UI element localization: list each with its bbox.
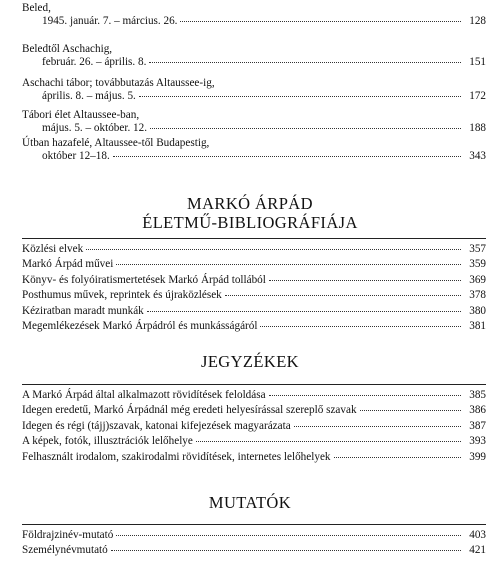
page-number: 381 [469,319,486,332]
toc-row [22,389,486,402]
page-number: 399 [469,450,486,463]
entry-title: Aschachi tábor; továbbutazás Altaussee-ig, [22,77,215,89]
page-number: 359 [469,258,486,271]
toc-row [22,243,486,256]
toc-list [22,389,486,464]
section-title: JEGYZÉKEK [201,352,299,371]
page-number: 378 [469,289,486,302]
entry-subtitle: október 12–18. [42,150,110,163]
toc-row [22,258,486,271]
page-number: 128 [469,15,486,28]
toc-list [22,243,486,333]
toc-entry [22,43,486,69]
entry-subtitle: május. 5. – október. 12. [42,122,148,135]
section-title: MARKÓ ÁRPÁD [187,194,313,213]
page-number: 393 [469,435,486,448]
entry-subtitle: 1945. január. 7. – március. 26. [42,15,178,28]
entry-title: Felhasznált irodalom, szakirodalmi rövidítések, internetes lelőhelyek [22,450,331,463]
page-number: 403 [469,529,486,541]
entry-subtitle: február. 26. – április. 8. [42,56,147,69]
dot-leader [149,62,461,63]
section-rule [22,384,486,385]
toc-row [22,289,486,302]
entry-title: Személynévmutató [22,544,108,557]
dot-leader [116,264,461,265]
dot-leader [150,128,461,129]
page-number: 357 [469,243,486,255]
entry-title: Idegen eredetű, Markó Árpádnál még eredeti helyesírással szereplő szavak [22,404,357,417]
entry-title: Tábori élet Altaussee-ban, [22,109,140,121]
dot-leader [113,156,461,157]
toc-row [22,305,486,318]
toc-entry [22,137,486,163]
section-rule [22,238,486,239]
entry-title: Útban hazafelé, Altaussee-től Budapestig, [22,137,210,149]
page-number: 386 [469,404,486,417]
toc-row [22,435,486,448]
entry-title: Posthumus művek, reprintek és újraközlések [22,289,222,302]
entry-subtitle: április. 8. – május. 5. [42,90,136,103]
dot-leader [139,96,461,97]
page-number: 188 [469,122,486,135]
dot-leader [225,295,461,296]
toc-row [22,420,486,433]
dot-leader [260,326,461,327]
page-number: 369 [469,273,486,286]
entry-title: Könyv- és folyóiratismertetések Markó Árpád tollából [22,273,266,286]
dot-leader [111,550,461,551]
toc-row [22,529,486,542]
page-number: 421 [469,544,486,557]
page-number: 343 [469,150,486,163]
entry-title: Idegen és régi (tájj)szavak, katonai kifejezések magyarázata [22,419,291,432]
entry-title: Közlési elvek [22,243,84,255]
entry-title: A Markó Árpád által alkalmazott rövidítések feloldása [22,389,266,401]
entry-title: A képek, fotók, illusztrációk lelőhelye [22,435,193,448]
dot-leader [196,441,461,442]
dot-leader [147,311,461,312]
dot-leader [360,410,461,411]
section-rule [22,524,486,525]
dot-leader [86,249,461,250]
page-number: 380 [469,304,486,317]
toc-row [22,451,486,464]
dot-leader [269,395,461,396]
entry-title: Földrajzinév-mutató [22,529,114,541]
dot-leader [334,457,462,458]
page-number: 172 [469,90,486,103]
toc-entry [22,77,486,103]
page-number: 385 [469,389,486,401]
dot-leader [269,280,461,281]
page-number: 387 [469,419,486,432]
toc-row [22,320,486,333]
toc-row [22,404,486,417]
entry-title: Kéziratban maradt munkák [22,304,144,317]
toc-list [22,529,486,558]
dot-leader [294,426,461,427]
entry-title: Markó Árpád művei [22,258,114,271]
toc-entry [22,2,486,28]
page-number: 151 [469,56,486,69]
entry-title: Beledtől Aschachig, [22,43,113,55]
toc-row [22,274,486,287]
dot-leader [180,21,461,22]
section-title: MUTATÓK [208,493,292,512]
entry-title: Megemlékezések Markó Árpádról és munkásságáról [22,319,258,332]
entry-title: Beled, [22,2,51,14]
dot-leader [116,535,461,536]
toc-entry [22,109,486,135]
toc-row [22,544,486,557]
section-subtitle: ÉLETMŰ-BIBLIOGRÁFIÁJA [142,213,358,232]
